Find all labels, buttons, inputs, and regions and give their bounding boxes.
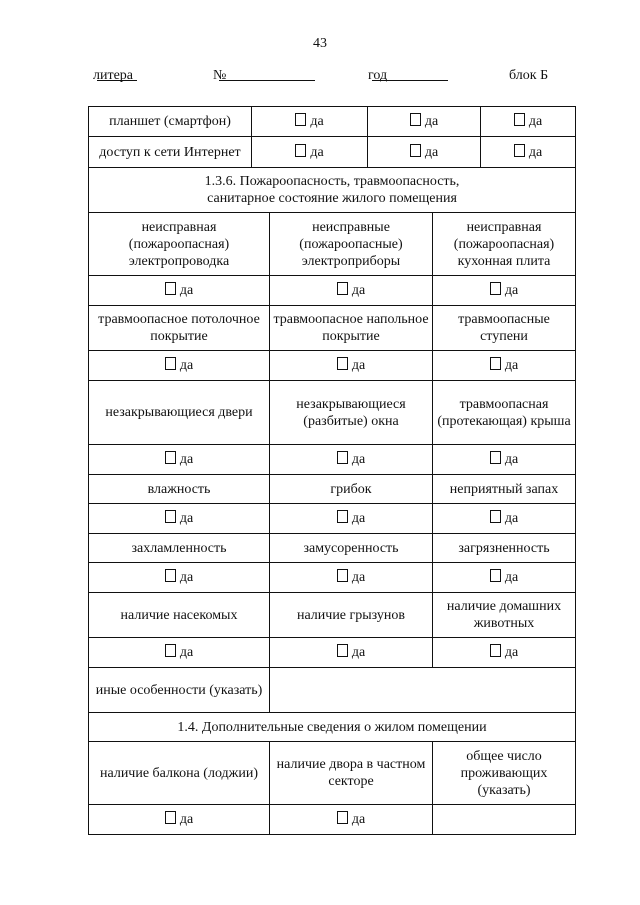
residents-count-input[interactable] (433, 805, 576, 835)
checkbox-label: да (310, 114, 324, 129)
checkbox-icon[interactable] (490, 644, 501, 657)
checkbox-row (89, 276, 576, 306)
hazard-label: неисправные (пожароопасные) электроприборы (270, 213, 433, 276)
year-label: год (368, 68, 388, 83)
extra-info-label: наличие балкона (лоджии) (89, 742, 270, 805)
checkbox-cell[interactable]: да (89, 805, 270, 835)
checkbox-cell[interactable]: да (89, 276, 270, 306)
checkbox-cell[interactable]: да (270, 351, 433, 381)
document-header (0, 68, 640, 88)
checkbox-icon[interactable] (514, 113, 525, 126)
checkbox-icon[interactable] (337, 811, 348, 824)
checkbox-icon[interactable] (490, 357, 501, 370)
table-row (89, 381, 576, 445)
checkbox-label: да (528, 144, 543, 160)
devices-table (88, 106, 576, 168)
checkbox-icon[interactable] (410, 113, 421, 126)
checkbox-icon[interactable] (295, 144, 306, 157)
checkbox-cell[interactable]: да (433, 638, 576, 668)
checkbox-row (89, 351, 576, 381)
hazards-table (88, 167, 576, 835)
checkbox-icon[interactable] (337, 510, 348, 523)
number-label: № (213, 68, 227, 83)
block-label: блок Б (509, 68, 549, 83)
checkbox-icon[interactable] (165, 811, 176, 824)
hazard-label: влажность (89, 475, 270, 504)
other-features-label: иные особенности (указать) (89, 668, 270, 713)
checkbox-row (89, 805, 576, 835)
checkbox-cell[interactable]: да (270, 638, 433, 668)
table-row (89, 534, 576, 563)
hazard-label: неисправная (пожароопасная) электропроводка (89, 213, 270, 276)
hazard-label: наличие насекомых (89, 593, 270, 638)
table-row (89, 742, 576, 805)
hazard-label: неприятный запах (433, 475, 576, 504)
hazard-label: замусоренность (270, 534, 433, 563)
checkbox-label: да (310, 144, 324, 160)
table-row (89, 213, 576, 276)
checkbox-cell[interactable]: да (270, 504, 433, 534)
checkbox-icon[interactable] (165, 282, 176, 295)
checkbox-cell[interactable] (368, 137, 481, 168)
checkbox-label: да (424, 114, 439, 129)
hazard-label: грибок (270, 475, 433, 504)
checkbox-cell[interactable]: да (270, 445, 433, 475)
section-title-row (89, 713, 576, 742)
checkbox-icon[interactable] (514, 144, 525, 157)
section-136-title: 1.3.6. Пожароопасность, травмоопасность, санитарное состояние жилого помещения (89, 168, 576, 213)
checkbox-cell[interactable]: да (89, 638, 270, 668)
device-label: планшет (смартфон) (89, 107, 252, 137)
checkbox-icon[interactable] (337, 569, 348, 582)
checkbox-icon[interactable] (165, 451, 176, 464)
checkbox-icon[interactable] (490, 510, 501, 523)
checkbox-cell[interactable] (481, 107, 576, 137)
checkbox-cell[interactable] (368, 107, 481, 137)
checkbox-icon[interactable] (337, 644, 348, 657)
checkbox-cell[interactable] (481, 137, 576, 168)
hazard-label: травмоопасная (протекающая) крыша (433, 381, 576, 445)
litera-label: литера (93, 68, 134, 83)
checkbox-icon[interactable] (337, 451, 348, 464)
extra-info-label: общее число проживающих (указать) (433, 742, 576, 805)
hazard-label: незакрывающиеся двери (89, 381, 270, 445)
checkbox-icon[interactable] (165, 644, 176, 657)
number-blank[interactable] (219, 68, 315, 81)
checkbox-icon[interactable] (337, 282, 348, 295)
litera-blank[interactable] (97, 68, 137, 81)
hazard-label: неисправная (пожароопасная) кухонная плита (433, 213, 576, 276)
hazard-label: травмоопасное напольное покрытие (270, 306, 433, 351)
hazard-label: травмоопасное потолочное покрытие (89, 306, 270, 351)
checkbox-cell[interactable]: да (89, 563, 270, 593)
section-title-row (89, 168, 576, 213)
hazard-label: травмоопасные ступени (433, 306, 576, 351)
year-blank[interactable] (372, 68, 448, 81)
checkbox-icon[interactable] (295, 113, 306, 126)
extra-info-label: наличие двора в частном секторе (270, 742, 433, 805)
hazard-label: наличие домашних животных (433, 593, 576, 638)
section-14-title: 1.4. Дополнительные сведения о жилом помещении (89, 713, 576, 742)
checkbox-cell[interactable]: да (270, 805, 433, 835)
table-row (89, 306, 576, 351)
table-row (89, 137, 576, 168)
table-row (89, 593, 576, 638)
checkbox-label: да (424, 144, 439, 160)
hazard-label: загрязненность (433, 534, 576, 563)
checkbox-icon[interactable] (490, 451, 501, 464)
checkbox-cell[interactable]: да (433, 276, 576, 306)
checkbox-cell[interactable] (252, 137, 368, 168)
checkbox-icon[interactable] (165, 510, 176, 523)
hazard-label: незакрывающиеся (разбитые) окна (270, 381, 433, 445)
checkbox-cell[interactable]: да (433, 504, 576, 534)
checkbox-cell[interactable]: да (433, 351, 576, 381)
checkbox-icon[interactable] (165, 357, 176, 370)
device-label: доступ к сети Интернет (89, 137, 252, 168)
checkbox-cell[interactable]: да (89, 504, 270, 534)
table-row (89, 107, 576, 137)
checkbox-cell[interactable]: да (270, 563, 433, 593)
checkbox-cell[interactable]: да (89, 351, 270, 381)
checkbox-icon[interactable] (337, 357, 348, 370)
checkbox-icon[interactable] (165, 569, 176, 582)
checkbox-cell[interactable] (252, 107, 368, 137)
checkbox-row (89, 504, 576, 534)
checkbox-cell[interactable]: да (89, 445, 270, 475)
other-features-input[interactable] (270, 668, 576, 713)
page-number: 43 (313, 36, 327, 51)
checkbox-row (89, 445, 576, 475)
hazard-label: захламленность (89, 534, 270, 563)
hazard-label: наличие грызунов (270, 593, 433, 638)
checkbox-row (89, 638, 576, 668)
table-row (89, 668, 576, 713)
checkbox-icon[interactable] (490, 282, 501, 295)
checkbox-cell[interactable]: да (270, 276, 433, 306)
checkbox-icon[interactable] (410, 144, 421, 157)
checkbox-label: да (528, 114, 543, 129)
table-row (89, 475, 576, 504)
checkbox-cell[interactable]: да (433, 445, 576, 475)
checkbox-cell[interactable]: да (433, 563, 576, 593)
checkbox-icon[interactable] (490, 569, 501, 582)
checkbox-row (89, 563, 576, 593)
